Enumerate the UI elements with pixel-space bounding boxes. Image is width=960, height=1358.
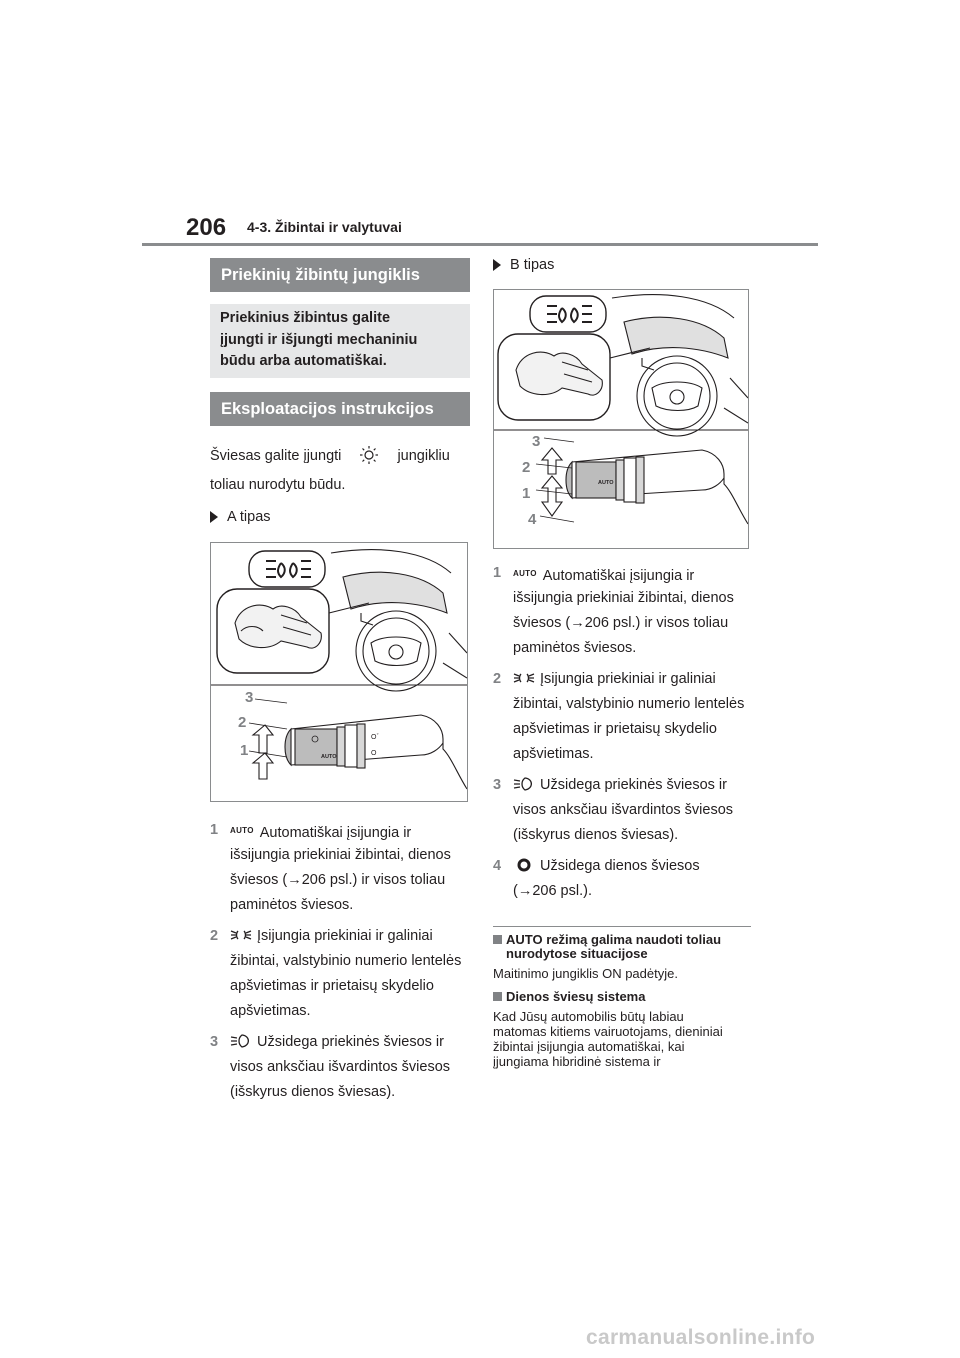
list-item — [493, 854, 751, 904]
intro-line: Priekinius žibintus galite — [220, 310, 391, 326]
section-title-instructions: Eksploatacijos instrukcijos — [210, 392, 470, 426]
figure-a-label-2: 2 — [238, 714, 247, 731]
tail-lights-icon — [230, 926, 252, 940]
items-type-b — [493, 561, 751, 904]
note-title: Dienos šviesų sistema — [506, 989, 646, 1004]
item-text: Įsijungia priekiniai ir galiniai — [257, 928, 433, 944]
chapter-title: 4-3. Žibintai ir valytuvai — [247, 219, 402, 235]
item-text: Užsidega dienos šviesos — [540, 858, 700, 874]
stalk-b-auto-label: AUTO — [598, 480, 614, 486]
figure-b-label-2: 2 — [522, 459, 531, 476]
note-divider — [493, 926, 751, 927]
auto-icon: AUTO — [230, 826, 254, 835]
square-bullet-icon — [493, 935, 502, 944]
item-text: visos anksčiau išvardintos šviesos — [513, 802, 734, 818]
item-number: 4 — [493, 858, 502, 874]
type-a-text: A tipas — [227, 509, 271, 525]
svg-text:O: O — [371, 750, 377, 757]
item-text: išsijungia priekiniai žibintai, dienos — [230, 847, 451, 863]
item-text: žibintai, valstybinio numerio lentelės — [513, 696, 745, 712]
item-text: apšvietimas ir prietaisų skydelio — [513, 721, 717, 737]
item-text: šviesos (→206 psl.) ir visos toliau — [513, 615, 729, 631]
page-number: 206 — [186, 214, 227, 241]
instruction-paragraph — [210, 444, 470, 498]
figure-type-b — [493, 289, 749, 549]
item-text: šviesos (→206 psl.) ir visos toliau — [230, 872, 446, 888]
para-text: Šviesas galite įjungti — [210, 448, 342, 464]
item-text: apšvietimas ir prietaisų skydelio — [230, 978, 434, 994]
list-item — [493, 773, 751, 848]
para-text: jungikliu — [397, 448, 450, 464]
intro-line: įjungti ir išjungti mechaniniu — [220, 331, 418, 348]
item-text: Užsidega priekinės šviesos ir — [257, 1034, 444, 1050]
note-line: matomas kitiems vairuotojams, dieniniai — [493, 1024, 723, 1039]
list-item — [493, 561, 751, 661]
item-text: Įsijungia priekiniai ir galiniai — [540, 671, 716, 687]
item-number: 1 — [493, 565, 502, 581]
para-line2: toliau nurodytu būdu. — [210, 477, 346, 493]
list-item — [210, 818, 470, 918]
note-heading-drl — [493, 990, 751, 1004]
list-item — [493, 667, 751, 767]
note-title: AUTO režimą galima naudoti toliau nurodytose situacijose — [506, 932, 722, 961]
square-bullet-icon — [493, 992, 502, 1001]
item-number: 3 — [210, 1034, 219, 1050]
triangle-bullet-icon — [210, 511, 218, 523]
auto-icon: AUTO — [513, 569, 537, 578]
intro-box — [210, 304, 470, 378]
item-text: paminėtos šviesos. — [230, 897, 354, 913]
item-number: 3 — [493, 777, 502, 793]
item-text: visos anksčiau išvardintos šviesos — [230, 1059, 451, 1075]
low-beam-icon — [230, 1032, 252, 1046]
tail-lights-icon — [513, 669, 535, 683]
list-item — [210, 1030, 470, 1105]
triangle-bullet-icon — [493, 259, 501, 271]
low-beam-icon — [513, 775, 535, 789]
item-text: (→206 psl.). — [513, 883, 592, 899]
type-a-label — [210, 506, 470, 528]
note-line: įjungiama hibridinė sistema ir — [493, 1054, 661, 1069]
svg-text:Oﾞ: Oﾞ — [371, 734, 380, 741]
note-line: žibintai įsijungia automatiškai, kai — [493, 1039, 685, 1054]
section-title: Priekinių žibintų jungiklis — [210, 258, 470, 292]
watermark-text: carmanualsonline.info — [586, 1326, 816, 1349]
item-text: žibintai, valstybinio numerio lentelės — [230, 953, 462, 969]
figure-type-a — [210, 542, 468, 802]
item-text: išsijungia priekiniai žibintai, dienos — [513, 590, 734, 606]
item-text: Užsidega priekinės šviesos ir — [540, 777, 727, 793]
figure-a-label-1: 1 — [240, 742, 249, 759]
stalk-auto-label: AUTO — [321, 754, 337, 760]
item-text: apšvietimas. — [230, 1003, 311, 1019]
headlight-switch-icon — [345, 445, 393, 465]
off-icon — [513, 856, 535, 870]
note-heading-auto — [493, 933, 751, 961]
item-number: 2 — [210, 928, 219, 944]
list-item — [210, 924, 470, 1024]
item-number: 1 — [210, 822, 219, 838]
type-b-text: B tipas — [510, 257, 555, 273]
type-b-label — [493, 254, 751, 276]
note-text-drl — [493, 1009, 751, 1069]
note-text-auto: Maitinimo jungiklis ON padėtyje. — [493, 966, 678, 981]
right-column — [493, 254, 751, 1069]
figure-b-label-4: 4 — [528, 511, 537, 528]
figure-b-label-3: 3 — [532, 433, 541, 450]
note-line: Kad Jūsų automobilis būtų labiau — [493, 1009, 684, 1024]
item-text: (išskyrus dienos šviesas). — [230, 1084, 396, 1100]
item-text: paminėtos šviesos. — [513, 640, 637, 656]
figure-b-label-1: 1 — [522, 485, 531, 502]
item-number: 2 — [493, 671, 502, 687]
figure-a-label-3: 3 — [245, 689, 254, 706]
item-text: apšvietimas. — [513, 746, 594, 762]
item-text: Automatiškai įsijungia ir — [259, 825, 412, 841]
header-rule — [142, 243, 818, 246]
intro-line: būdu arba automatiškai. — [220, 353, 387, 369]
item-text: (išskyrus dienos šviesas). — [513, 827, 679, 843]
left-column — [210, 258, 470, 1105]
items-type-a — [210, 818, 470, 1105]
item-text: Automatiškai įsijungia ir — [542, 568, 695, 584]
